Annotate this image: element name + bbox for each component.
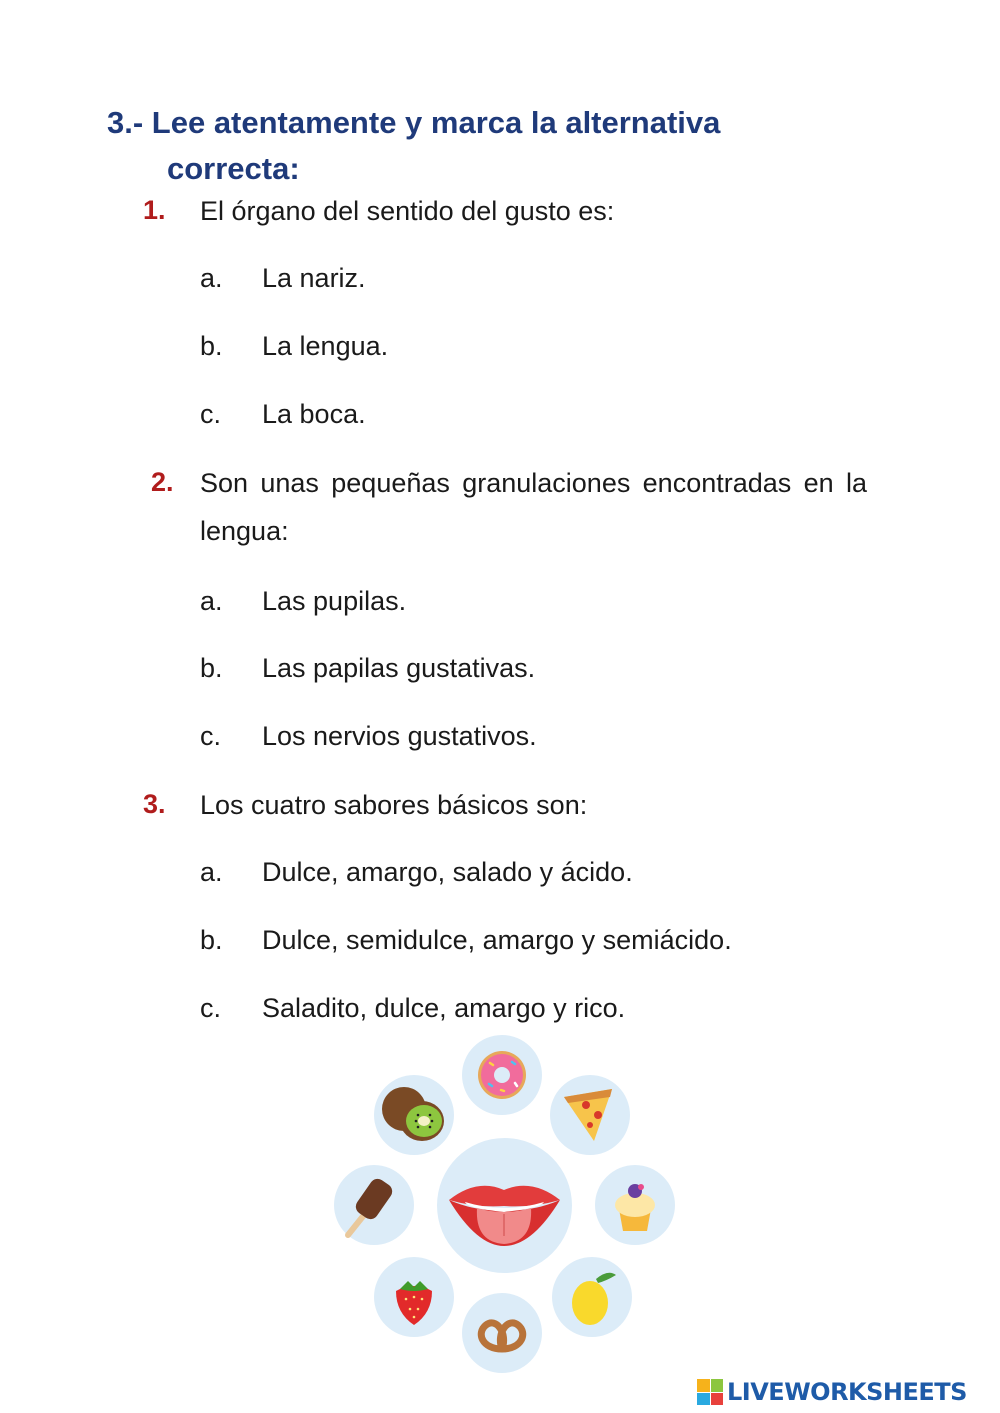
question-2-text: Son unas pequeñas granulaciones encontradas en la lengua: <box>200 468 867 546</box>
liveworksheets-text: LIVEWORKSHEETS <box>727 1378 967 1406</box>
question-1-option-c-letter: c. <box>200 399 222 429</box>
question-3-option-a-letter: a. <box>200 857 223 887</box>
question-3-option-b[interactable]: Dulce, semidulce, amargo y semiácido. <box>262 925 732 955</box>
question-1-option-c[interactable]: La boca. <box>262 399 366 429</box>
question-3-text: Los cuatro sabores básicos son: <box>200 790 588 820</box>
question-2-option-a[interactable]: Las pupilas. <box>262 586 407 616</box>
question-1-option-b-letter: b. <box>200 331 223 361</box>
taste-illustration <box>330 1035 675 1375</box>
question-2-option-b[interactable]: Las papilas gustativas. <box>262 653 536 683</box>
question-1-option-a[interactable]: La nariz. <box>262 263 366 293</box>
section-title-line1: 3.- Lee atentamente y marca la alternativa <box>107 105 721 140</box>
question-3-option-b-letter: b. <box>200 925 223 955</box>
question-2-option-b-letter: b. <box>200 653 223 683</box>
liveworksheets-mark-icon <box>697 1379 723 1405</box>
question-3-option-c[interactable]: Saladito, dulce, amargo y rico. <box>262 993 626 1023</box>
question-2-option-c-letter: c. <box>200 721 222 751</box>
donut-icon <box>462 1035 542 1115</box>
pizza-slice-icon <box>550 1075 630 1155</box>
ice-cream-bar-icon <box>334 1165 414 1245</box>
liveworksheets-logo <box>697 1375 967 1409</box>
question-3-option-a[interactable]: Dulce, amargo, salado y ácido. <box>262 857 633 887</box>
section-title <box>107 100 827 192</box>
kiwi-icon <box>374 1075 454 1155</box>
strawberry-icon <box>374 1257 454 1337</box>
cupcake-icon <box>595 1165 675 1245</box>
section-title-line2: correcta: <box>167 151 300 186</box>
question-1-option-a-letter: a. <box>200 263 223 293</box>
pretzel-icon <box>462 1293 542 1373</box>
question-2-number: 2. <box>151 467 174 497</box>
question-1-text: El órgano del sentido del gusto es: <box>200 196 615 226</box>
question-2-option-c[interactable]: Los nervios gustativos. <box>262 721 537 751</box>
question-3-number: 3. <box>143 789 166 819</box>
mouth-tongue-icon <box>437 1138 572 1273</box>
question-3-option-c-letter: c. <box>200 993 222 1023</box>
question-1-option-b[interactable]: La lengua. <box>262 331 389 361</box>
question-2-option-a-letter: a. <box>200 586 223 616</box>
question-1-number: 1. <box>143 195 166 225</box>
lemon-icon <box>552 1257 632 1337</box>
